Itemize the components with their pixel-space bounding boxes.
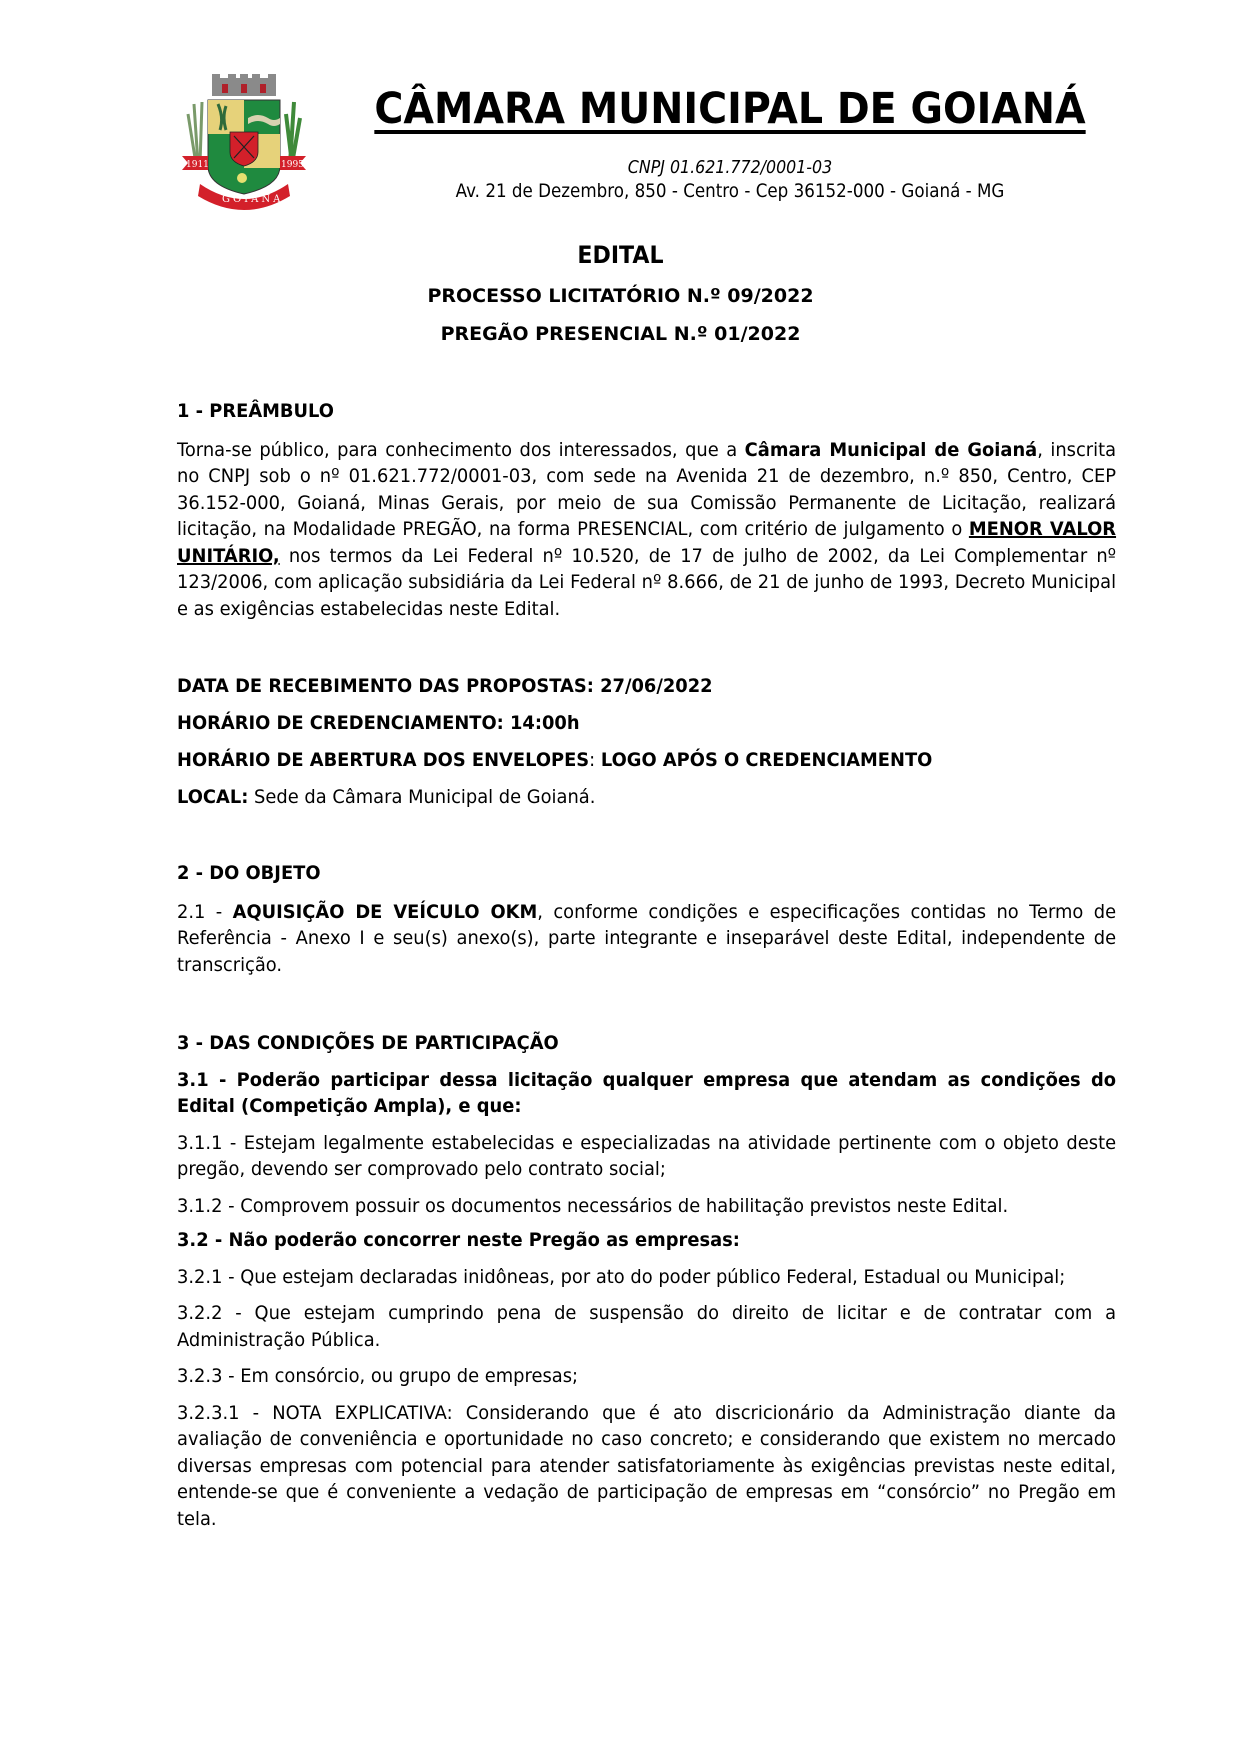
local: LOCAL: Sede da Câmara Municipal de Goianá.: [177, 786, 596, 808]
clause-3-1-2: 3.1.2 - Comprovem possuir os documentos necessários de habilitação previstos neste Edital.: [177, 1194, 1009, 1217]
clause-3-2-2: 3.2.2 - Que estejam cumprindo pena de suspensão do direito de licitar e de contratar com a Administração Pública.: [177, 1302, 1117, 1351]
org-title: CÂMARA MUNICIPAL DE GOIANÁ: [374, 84, 1086, 134]
clause-3-2-1: 3.2.1 - Que estejam declaradas inidôneas, por ato do poder público Federal, Estadual ou Municipal;: [177, 1265, 1066, 1288]
document-title: EDITAL: [577, 241, 664, 269]
criterio-julgamento: MENOR VALOR UNITÁRIO,: [177, 518, 1117, 567]
data-recebimento: DATA DE RECEBIMENTO DAS PROPOSTAS: 27/06/2022: [177, 675, 713, 697]
ribbon-label: GOIANA: [222, 194, 284, 205]
org-name-bold: Câmara Municipal de Goianá: [744, 438, 1038, 461]
clause-3-1: 3.1 - Poderão participar dessa licitação qualquer empresa que atendam as condições do Edital (Competição Ampla), e que:: [177, 1068, 1117, 1117]
section-condicoes: [177, 1030, 1116, 1532]
org-cnpj: CNPJ 01.621.772/0001-03: [627, 157, 833, 178]
section-preambulo: [177, 398, 1116, 622]
horario-credenciamento: HORÁRIO DE CREDENCIAMENTO: 14:00h: [177, 712, 580, 734]
clause-3-1-1: 3.1.1 - Estejam legalmente estabelecidas e especializadas na atividade pertinente com o objeto deste pregão, devendo ser comprovado pelo contrato social;: [177, 1131, 1117, 1180]
coat-of-arms-icon: [178, 74, 310, 210]
pregao-number: PREGÃO PRESENCIAL N.º 01/2022: [440, 323, 801, 345]
section-heading: 2 - DO OBJETO: [177, 862, 321, 884]
year-right-label: 1995: [281, 160, 304, 170]
horario-abertura: HORÁRIO DE ABERTURA DOS ENVELOPES: LOGO APÓS O CREDENCIAMENTO: [177, 749, 933, 771]
section-objeto: [177, 860, 1116, 978]
objeto-paragraph: 2.1 - AQUISIÇÃO DE VEÍCULO OKM, conforme condições e especificações contidas no Termo de Referência - Anexo I e seu(s) anexo(s), parte integrante e inseparável deste Edital, independente de transcrição.: [177, 900, 1117, 976]
processo-number: PROCESSO LICITATÓRIO N.º 09/2022: [427, 285, 814, 307]
clause-3-2: 3.2 - Não poderão concorrer neste Pregão as empresas:: [177, 1229, 740, 1251]
preambulo-paragraph: Torna-se público, para conhecimento dos interessados, que a Câmara Municipal de Goianá, inscrita no CNPJ sob o nº 01.621.772/0001-03, com sede na Avenida 21 de dezembro, n.º 850, Centro, CEP 36.152-000, Goianá, Minas Gerais, por meio de sua Comissão Permanente de Licitação, realizará licitação, na Modalidade PREGÃO, na forma PRESENCIAL, com critério de julgamento o MENOR VALOR UNITÁRIO, nos termos da Lei Federal nº 10.520, de 17 de julho de 2002, da Lei Complementar nº 123/2006, com aplicação subsidiária da Lei Federal nº 8.666, de 21 de junho de 1993, Decreto Municipal e as exigências estabelecidas neste Edital.: [177, 438, 1117, 620]
section-heading: 1 - PREÂMBULO: [177, 400, 334, 422]
org-address: Av. 21 de Dezembro, 850 - Centro - Cep 36152-000 - Goianá - MG: [455, 180, 1005, 202]
year-left-label: 1911: [186, 160, 209, 170]
section-heading: 3 - DAS CONDIÇÕES DE PARTICIPAÇÃO: [177, 1032, 559, 1054]
clause-3-2-3: 3.2.3 - Em consórcio, ou grupo de empresas;: [177, 1365, 579, 1387]
schedule-block: [177, 668, 1116, 816]
clause-3-2-3-1: 3.2.3.1 - NOTA EXPLICATIVA: Considerando que é ato discricionário da Administração diante da avaliação de conveniência e oportunidade no caso concreto; e considerando que existem no mercado diversas empresas com potencial para atender satisfatoriamente às exigências previstas neste edital, entende-se que é conveniente a vedação de participação de empresas em “consórcio” no Pregão em tela.: [177, 1401, 1117, 1530]
